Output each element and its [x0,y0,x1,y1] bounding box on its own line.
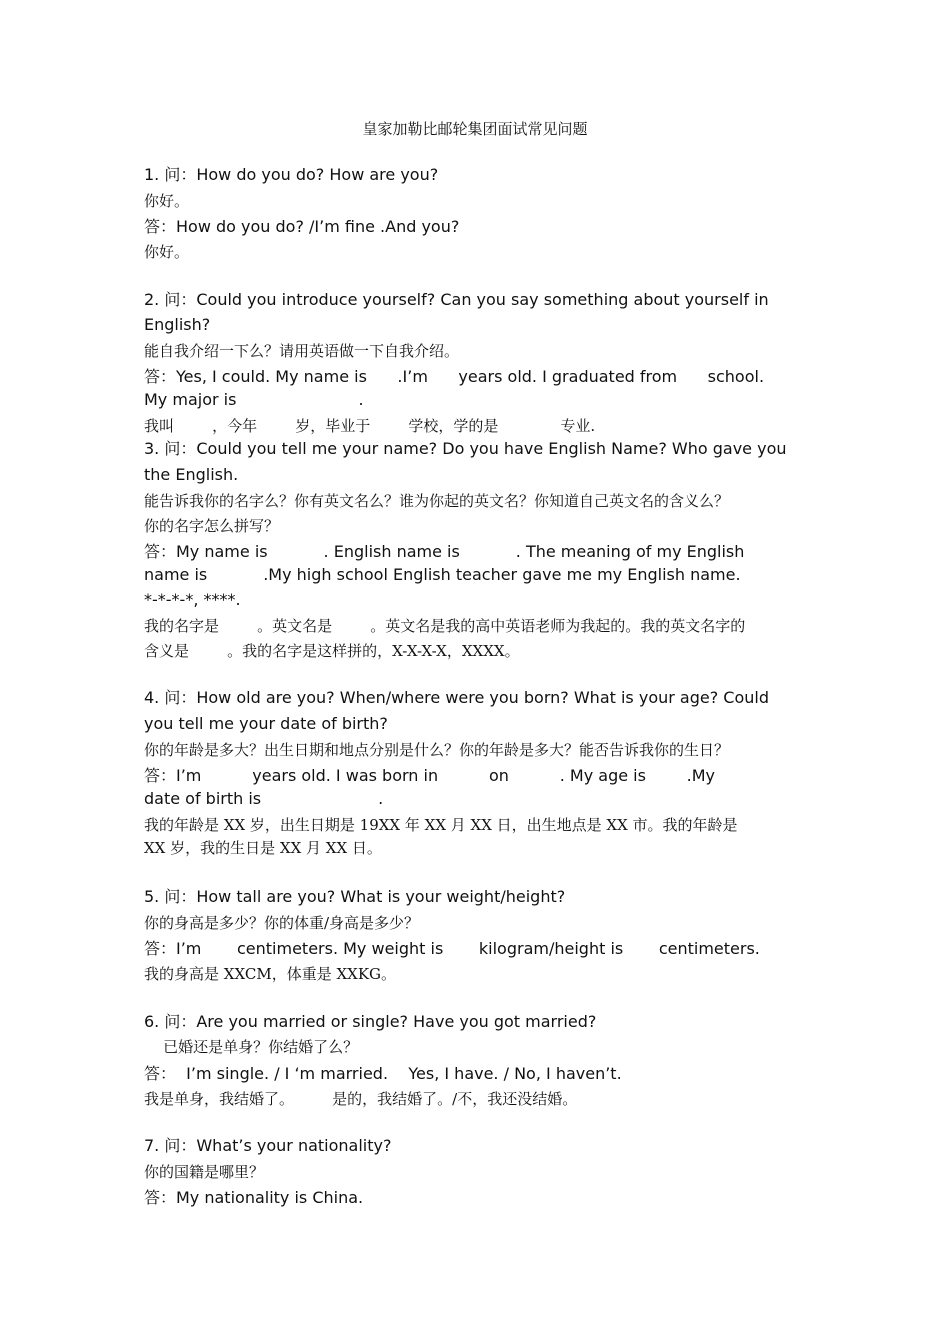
question-2-line-2: English? [144,315,211,334]
answer-3-line-3: *-*-*-*, ****. [144,590,241,609]
answer-4-translation-line-1: 我的年龄是 XX 岁，出生日期是 19XX 年 XX 月 XX 日，出生地点是 XX 市。我的年龄是 [144,816,738,834]
page-title: 皇家加勒比邮轮集团面试常见问题 [362,120,588,138]
answer-6: 答： I’m single. / I ‘m married. Yes, I have. / No, I haven’t. [144,1064,622,1083]
question-3-line-2: the English. [144,465,239,484]
answer-5-translation: 我的身高是 XXCM，体重是 XXKG。 [144,965,397,983]
answer-4-translation-line-2: XX 岁，我的生日是 XX 月 XX 日。 [144,839,382,857]
answer-2-line-1: 答：Yes, I could. My name is .I’m years old. I graduated from school. [144,367,765,386]
question-5-translation: 你的身高是多少？你的体重/身高是多少？ [144,914,420,932]
answer-1: 答：How do you do? /I’m fine .And you? [144,217,460,236]
question-4-line-2: you tell me your date of birth? [144,714,388,733]
answer-3-translation-line-1: 我的名字是 。英文名是 。英文名是我的高中英语老师为我起的。我的英文名字的 [144,617,746,635]
question-1-translation: 你好。 [144,192,190,210]
answer-5: 答：I’m centimeters. My weight is kilogram/height is centimeters. [144,939,760,958]
question-6-translation: 已婚还是单身？你结婚了么？ [144,1038,359,1056]
question-7: 7. 问：What’s your nationality? [144,1136,392,1155]
question-1: 1. 问：How do you do? How are you? [144,165,439,184]
answer-2-translation: 我叫 ，今年 岁，毕业于 学校，学的是 专业. [144,417,596,435]
answer-4-line-1: 答：I’m years old. I was born in on . My age is .My [144,766,716,785]
question-6: 6. 问：Are you married or single? Have you got married? [144,1012,597,1031]
question-3-translation-line-1: 能告诉我你的名字么？你有英文名么？谁为你起的英文名？你知道自己英文名的含义么？ [144,492,730,510]
answer-3-translation-line-2: 含义是 。我的名字是这样拼的，X-X-X-X，XXXX。 [144,642,520,660]
question-2-translation: 能自我介绍一下么？请用英语做一下自我介绍。 [144,342,460,360]
question-4-translation: 你的年龄是多大？出生日期和地点分别是什么？你的年龄是多大？能否告诉我你的生日？ [144,741,730,759]
answer-3-line-2: name is .My high school English teacher gave me my English name. [144,565,741,584]
answer-7: 答：My nationality is China. [144,1188,364,1207]
answer-4-line-2: date of birth is . [144,789,384,808]
question-2-line-1: 2. 问：Could you introduce yourself? Can you say something about yourself in [144,290,769,309]
question-4-line-1: 4. 问：How old are you? When/where were you born? What is your age? Could [144,688,769,707]
answer-1-translation: 你好。 [144,243,190,261]
question-5: 5. 问：How tall are you? What is your weight/height? [144,887,566,906]
answer-3-line-1: 答：My name is . English name is . The meaning of my English [144,542,745,561]
question-3-translation-line-2: 你的名字怎么拼写？ [144,517,280,535]
question-3-line-1: 3. 问：Could you tell me your name? Do you have English Name? Who gave you [144,439,787,458]
answer-2-line-2: My major is . [144,390,364,409]
question-7-translation: 你的国籍是哪里？ [144,1163,265,1181]
answer-6-translation: 我是单身，我结婚了。 是的，我结婚了。/不，我还没结婚。 [144,1090,578,1108]
